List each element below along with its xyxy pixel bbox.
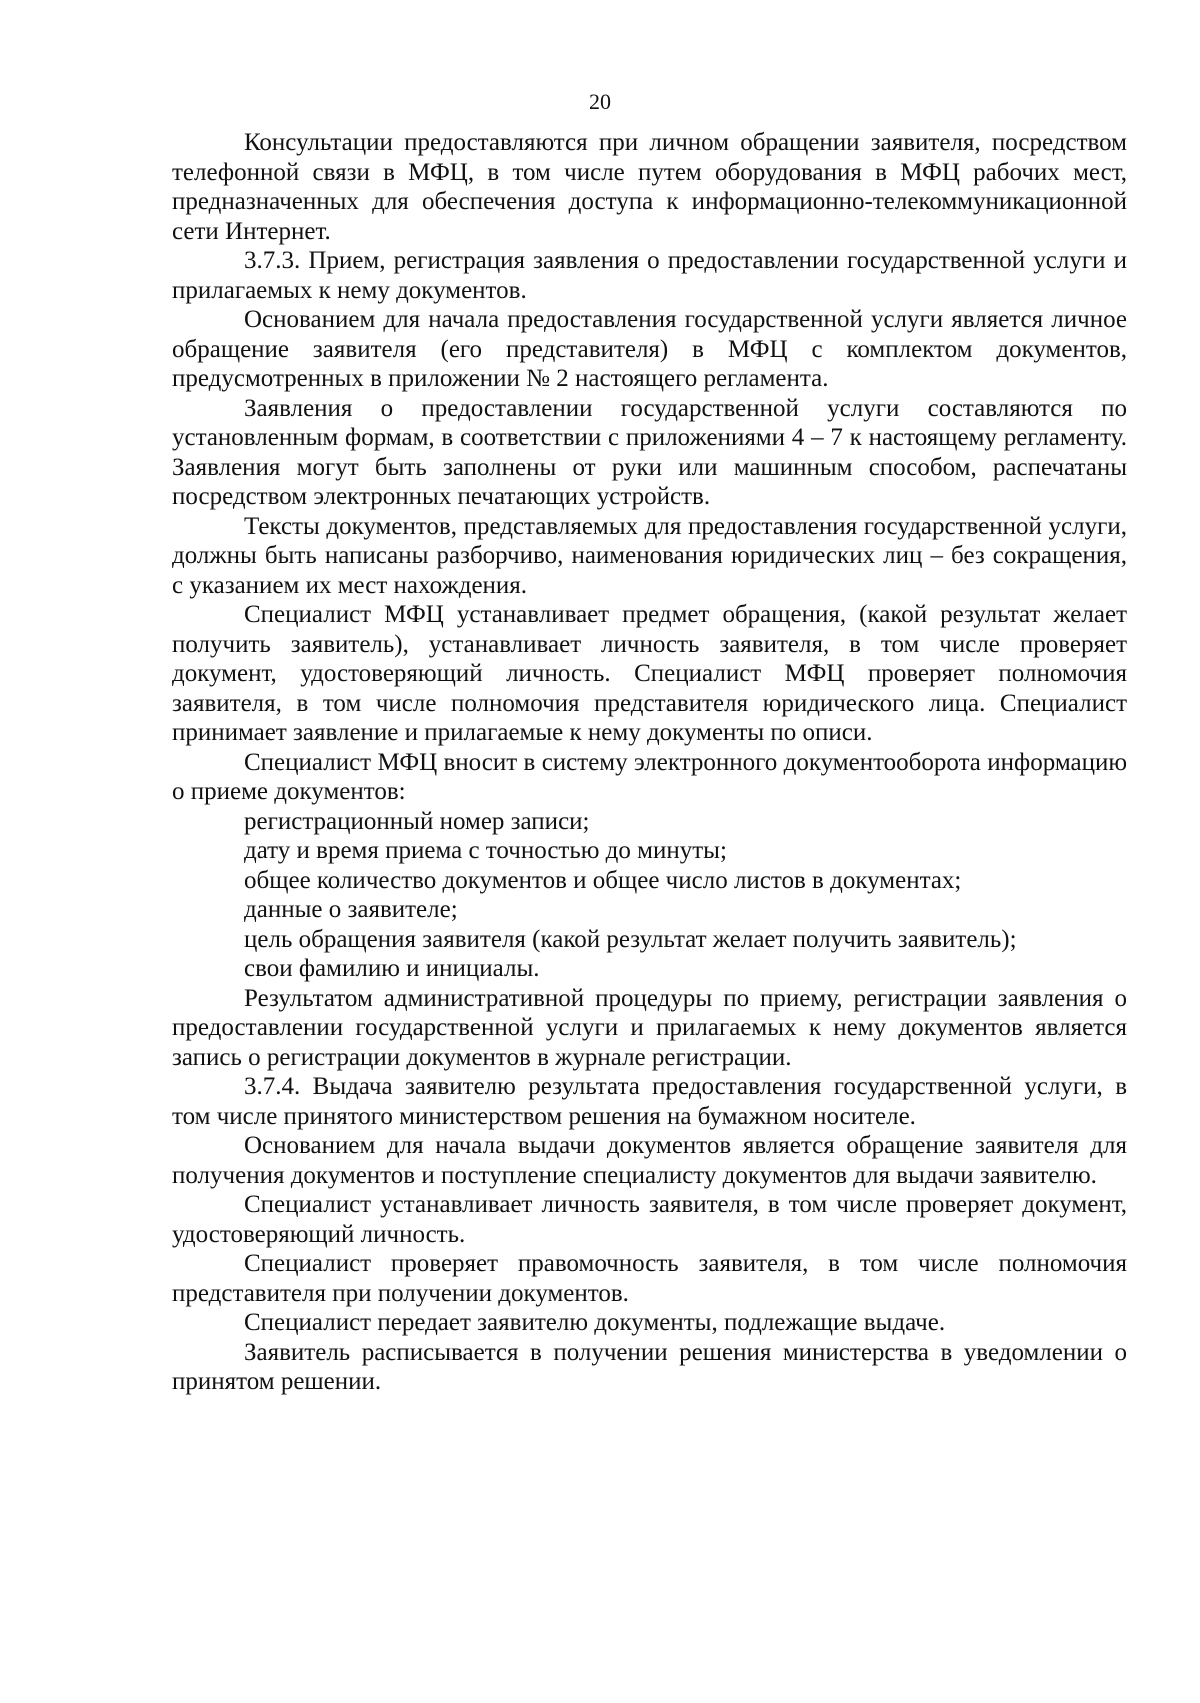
paragraph-identity-check: Специалист устанавливает личность заявителя, в том числе проверяет документ, удостоверяющий личность. bbox=[172, 1191, 1127, 1248]
paragraph-grounds-start: Основанием для начала предоставления государственной услуги является личное обращение заявителя (его представителя) в МФЦ с комплектом документов, предусмотренных в приложении № 2 настоящего регламента. bbox=[172, 306, 1127, 392]
list-item: свои фамилию и инициалы. bbox=[244, 955, 540, 982]
list-item: общее количество документов и общее число листов в документах; bbox=[244, 866, 962, 894]
paragraph-issue-grounds: Основанием для начала выдачи документов является обращение заявителя для получения документов и поступление специалисту документов для выдачи заявителю. bbox=[172, 1132, 1127, 1189]
document-body bbox=[172, 128, 1127, 1397]
paragraph-document-texts: Тексты документов, представляемых для предоставления государственной услуги, должны быть написаны разборчиво, наименования юридических лиц – без сокращения, с указанием их мест нахождения. bbox=[172, 512, 1127, 599]
page-number: 20 bbox=[589, 89, 611, 114]
paragraph-section-3-7-3: 3.7.3. Прием, регистрация заявления о предоставлении государственной услуги и прилагаемых к нему документов. bbox=[172, 247, 1127, 304]
paragraph-specialist-checks: Специалист МФЦ устанавливает предмет обращения, (какой результат желает получить заявитель), устанавливает личность заявителя, в том числе проверяет документ, удостоверяющий личность. Специалист МФЦ проверяет полномочия заявителя, в том числе полномочия представителя юридического лица. Специалист принимает заявление и прилагаемые к нему документы по описи. bbox=[172, 601, 1127, 746]
list-item: данные о заявителе; bbox=[244, 896, 458, 923]
paragraph-specialist-records: Специалист МФЦ вносит в систему электронного документооборота информацию о приеме документов: bbox=[172, 748, 1127, 805]
paragraph-documents-handover: Специалист передает заявителю документы, подлежащие выдаче. bbox=[244, 1309, 946, 1336]
paragraph-applicant-signs: Заявитель расписывается в получении решения министерства в уведомлении о принятом решении. bbox=[172, 1338, 1127, 1395]
list-item: регистрационный номер записи; bbox=[244, 807, 590, 835]
paragraph-authority-check: Специалист проверяет правомочность заявителя, в том числе полномочия представителя при получении документов. bbox=[172, 1250, 1127, 1307]
list-item: дату и время приема с точностью до минуты; bbox=[244, 837, 727, 864]
paragraph-application-forms: Заявления о предоставлении государственной услуги составляются по установленным формам, в соответствии с приложениями 4 – 7 к настоящему регламенту. Заявления могут быть заполнены от руки или машинным способом, распечатаны посредством электронных печатающих устройств. bbox=[172, 394, 1127, 510]
list-item: цель обращения заявителя (какой результат желает получить заявитель); bbox=[244, 925, 1017, 953]
paragraph-procedure-result: Результатом административной процедуры по приему, регистрации заявления о предоставлении государственной услуги и прилагаемых к нему документов является запись о регистрации документов в журнале регистрации. bbox=[172, 984, 1127, 1071]
paragraph-consultations: Консультации предоставляются при личном обращении заявителя, посредством телефонной связи в МФЦ, в том числе путем оборудования в МФЦ рабочих мест, предназначенных для обеспечения доступа к информационно-телекоммуникационной сети Интернет. bbox=[172, 129, 1127, 245]
paragraph-section-3-7-4: 3.7.4. Выдача заявителю результата предоставления государственной услуги, в том числе принятого министерством решения на бумажном носителе. bbox=[172, 1073, 1127, 1130]
